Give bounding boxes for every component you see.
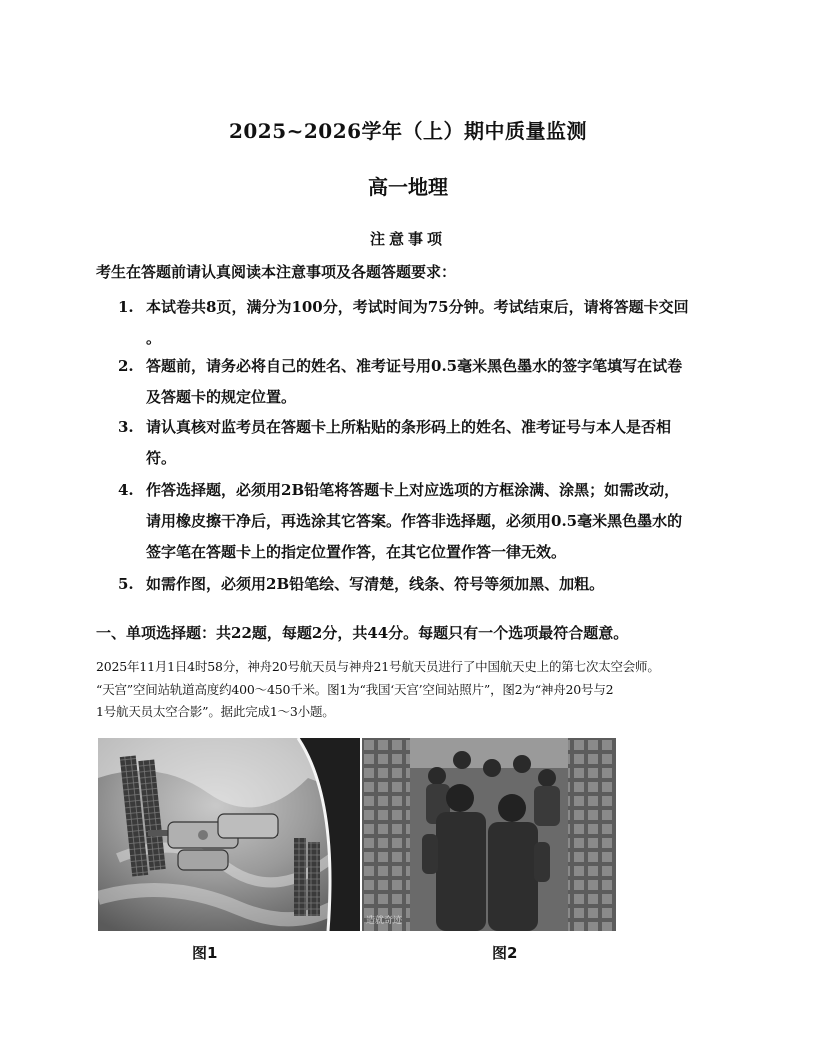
- notice-item-text: [146, 292, 718, 354]
- notice-item-line: 如需作图，必须用2B铅笔绘、写清楚，线条、符号等须加黑、加粗。: [146, 575, 605, 593]
- figure-1-space-station-photo: [98, 738, 360, 931]
- material-line: 2025年11月1日4时58分，神舟20号航天员与神舟21号航天员进行了中国航天史上的第七次太空会师。: [96, 659, 660, 674]
- notice-item-text: [146, 475, 718, 568]
- notice-item-number: 2.: [118, 357, 134, 375]
- notice-heading: 注意事项: [369, 230, 446, 248]
- figure-2-astronauts-photo: [362, 738, 616, 931]
- notice-item-line: 及答题卡的规定位置。: [146, 388, 297, 406]
- material-line: “天宫”空间站轨道高度约400～450千米。图1为“我国‘天宫’空间站照片”，图2为“神舟20号与2: [96, 681, 614, 697]
- figure-2-caption: 图2: [492, 944, 518, 962]
- exam-subject: 高一地理: [368, 175, 448, 199]
- notice-item-text: [146, 412, 718, 474]
- notice-item-number: 4.: [118, 481, 134, 499]
- exam-title: 2025~2026学年（上）期中质量监测: [228, 119, 588, 143]
- notice-item-line: 本试卷共8页，满分为100分，考试时间为75分钟。考试结束后，请将答题卡交回: [146, 298, 689, 316]
- notice-item-number: 1.: [118, 298, 134, 316]
- notice-intro: 考生在答题前请认真阅读本注意事项及各题答题要求：: [96, 263, 457, 281]
- notice-item-text: [146, 351, 718, 413]
- notice-item-line: 。: [146, 329, 162, 347]
- notice-item-line: 请用橡皮擦干净后，再选涂其它答案。作答非选择题，必须用0.5毫米黑色墨水的: [146, 512, 683, 530]
- notice-item-line: 符。: [146, 449, 177, 467]
- section-heading: 一、单项选择题：共22题，每题2分，共44分。每题只有一个选项最符合题意。: [96, 624, 629, 642]
- photo-watermark-text: 造就奇迹: [366, 916, 403, 926]
- figure-1-caption: 图1: [192, 944, 218, 962]
- notice-item-number: 5.: [118, 575, 134, 593]
- notice-item-text: [146, 569, 718, 600]
- question-material: [96, 656, 726, 724]
- astronauts-image: [362, 738, 616, 931]
- space-station-image: [98, 738, 360, 931]
- notice-item-line: 答题前，请务必将自己的姓名、准考证号用0.5毫米黑色墨水的签字笔填写在试卷: [146, 357, 683, 375]
- notice-item-line: 作答选择题，必须用2B铅笔将答题卡上对应选项的方框涂满、涂黑；如需改动，: [146, 481, 680, 499]
- material-line: 1号航天员太空合影”。据此完成1～3小题。: [96, 704, 335, 719]
- notice-item-line: 签字笔在答题卡上的指定位置作答，在其它位置作答一律无效。: [146, 543, 567, 561]
- notice-item-line: 请认真核对监考员在答题卡上所粘贴的条形码上的姓名、准考证号与本人是否相: [146, 418, 672, 436]
- notice-item-number: 3.: [118, 418, 134, 436]
